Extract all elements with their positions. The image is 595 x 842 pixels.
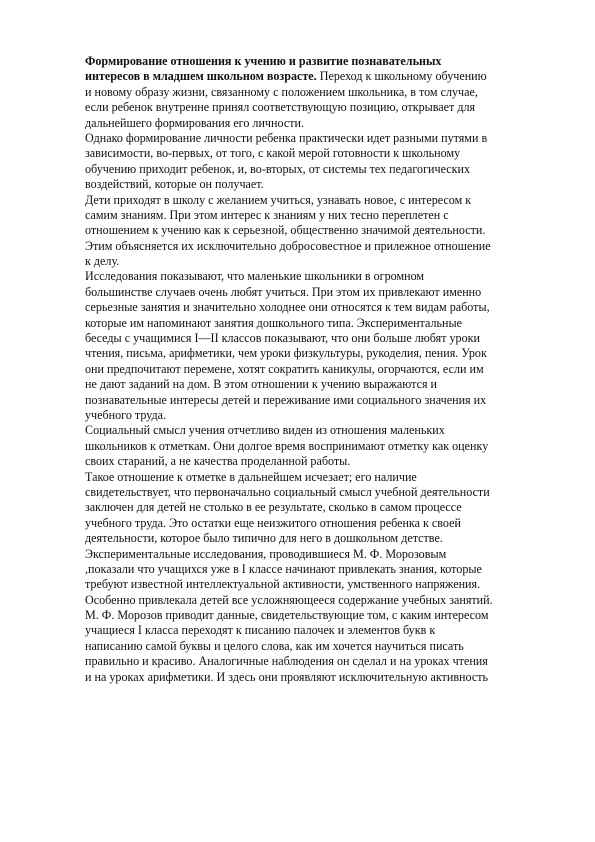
body-text: учебного труда. Это остатки еще неизжитого отношения ребенка к своей xyxy=(85,515,461,530)
body-text: если ребенок внутренне принял соответствующую позицию, открывает для xyxy=(85,100,476,115)
body-text: и на уроках арифметики. И здесь они проявляют исключительную активность xyxy=(85,669,489,684)
text-line xyxy=(85,116,553,131)
text-line xyxy=(85,547,553,562)
body-text: учебного труда. xyxy=(85,407,167,422)
body-text: Этим объясняется их исключительно добросовестное и прилежное отношение xyxy=(85,238,491,253)
text-line xyxy=(85,423,553,438)
body-text: требуют известной интеллектуальной активности, умственного напряжения. xyxy=(85,577,481,592)
body-text: Особенно привлекала детей все усложняющееся содержание учебных занятий. xyxy=(85,592,493,607)
body-text: дальнейшего формирования его личности. xyxy=(85,115,304,130)
body-text: Такое отношение к отметке в дальнейшем исчезает; его наличие xyxy=(85,469,417,484)
text-line xyxy=(85,454,553,469)
text-line xyxy=(85,439,553,454)
text-line xyxy=(85,300,553,315)
body-text: зависимости, во-первых, от того, с какой мерой готовности к школьному xyxy=(85,146,461,161)
text-line xyxy=(85,316,553,331)
text-line xyxy=(85,85,553,100)
text-line xyxy=(85,208,553,223)
body-text: воздействий, которые он получает. xyxy=(85,177,264,192)
body-text: которые им напоминают занятия дошкольного типа. Экспериментальные xyxy=(85,315,462,330)
body-text: Дети приходят в школу с желанием учиться, узнавать новое, с интересом к xyxy=(85,192,472,207)
body-text: и новому образу жизни, связанному с положением школьника, в том случае, xyxy=(85,84,478,99)
body-text: познавательные интересы детей и переживание ими социального значения их xyxy=(85,392,487,407)
body-text: Экспериментальные исследования, проводившиеся М. Ф. Морозовым xyxy=(85,546,447,561)
text-line xyxy=(85,470,553,485)
body-text: не дают заданий на дом. В этом отношении к учению выражаются и xyxy=(85,377,438,392)
body-text: школьников к отметкам. Они долгое время воспринимают отметку как оценку xyxy=(85,438,489,453)
body-text: написанию самой буквы и целого слова, как им хочется научиться писать xyxy=(85,638,464,653)
body-text: к делу. xyxy=(85,254,120,269)
text-line xyxy=(85,346,553,361)
body-text: деятельности, которое было типично для него в дошкольном детстве. xyxy=(85,531,443,546)
text-line xyxy=(85,500,553,515)
text-line xyxy=(85,593,553,608)
text-line xyxy=(85,485,553,500)
heading-text: Формирование отношения к учению и развитие познавательных xyxy=(85,54,442,68)
text-line xyxy=(85,223,553,238)
text-line xyxy=(85,362,553,377)
body-text: чтения, письма, арифметики, чем уроки физкультуры, рукоделия, пения. Урок xyxy=(85,346,487,361)
text-line xyxy=(85,516,553,531)
document-page xyxy=(85,54,553,685)
text-line xyxy=(85,562,553,577)
body-text: обучению приходит ребенок, и, во-вторых, от системы тех педагогических xyxy=(85,161,471,176)
text-line xyxy=(85,269,553,284)
body-text: ,показали что учащихся уже в I классе начинают привлекать знания, которые xyxy=(85,561,482,576)
body-text: своих стараний, а не качества проделанной работы. xyxy=(85,454,351,469)
text-line xyxy=(85,654,553,669)
body-text: большинстве случаев очень любят учиться. При этом их привлекают именно xyxy=(85,284,482,299)
text-line xyxy=(85,608,553,623)
body-text: правильно и красиво. Аналогичные наблюдения он сделал и на уроках чтения xyxy=(85,654,488,669)
text-line xyxy=(85,254,553,269)
body-text: серьезные занятия и значительно холоднее они относятся к тем видам работы, xyxy=(85,300,490,315)
body-text: они предпочитают перемене, хотят сократить каникулы, огорчаются, если им xyxy=(85,361,484,376)
text-line xyxy=(85,331,553,346)
text-line xyxy=(85,162,553,177)
body-text: учащиеся I класса переходят к писанию палочек и элементов букв к xyxy=(85,623,436,638)
body-text: Однако формирование личности ребенка практически идет разными путями в xyxy=(85,130,488,145)
body-text: самим знаниям. При этом интерес к знаниям у них тесно переплетен с xyxy=(85,207,449,222)
heading-text: интересов в младшем школьном возрасте. xyxy=(85,69,317,84)
text-line xyxy=(85,69,553,84)
text-line xyxy=(85,577,553,592)
body-text: Переход к школьному обучению xyxy=(316,69,487,84)
text-line xyxy=(85,146,553,161)
text-line xyxy=(85,100,553,115)
body-text: свидетельствует, что первоначально социальный смысл учебной деятельности xyxy=(85,484,490,499)
text-line xyxy=(85,177,553,192)
body-text: беседы с учащимися I—II классов показывают, что они больше любят уроки xyxy=(85,331,481,346)
body-text: отношением к учению как к серьезной, общественно значимой деятельности. xyxy=(85,223,486,238)
text-line xyxy=(85,639,553,654)
text-line xyxy=(85,377,553,392)
text-line xyxy=(85,131,553,146)
text-line xyxy=(85,393,553,408)
body-text: заключен для детей не столько в ее результате, сколько в самом процессе xyxy=(85,500,462,515)
body-text: Исследования показывают, что маленькие школьники в огромном xyxy=(85,269,425,284)
text-line xyxy=(85,54,553,69)
text-line xyxy=(85,531,553,546)
body-text: М. Ф. Морозов приводит данные, свидетельствующие том, с каким интересом xyxy=(85,608,489,623)
body-text: Социальный смысл учения отчетливо виден из отношения маленьких xyxy=(85,423,445,438)
text-line xyxy=(85,670,553,685)
text-line xyxy=(85,239,553,254)
text-line xyxy=(85,623,553,638)
text-line xyxy=(85,193,553,208)
text-line xyxy=(85,408,553,423)
text-line xyxy=(85,285,553,300)
